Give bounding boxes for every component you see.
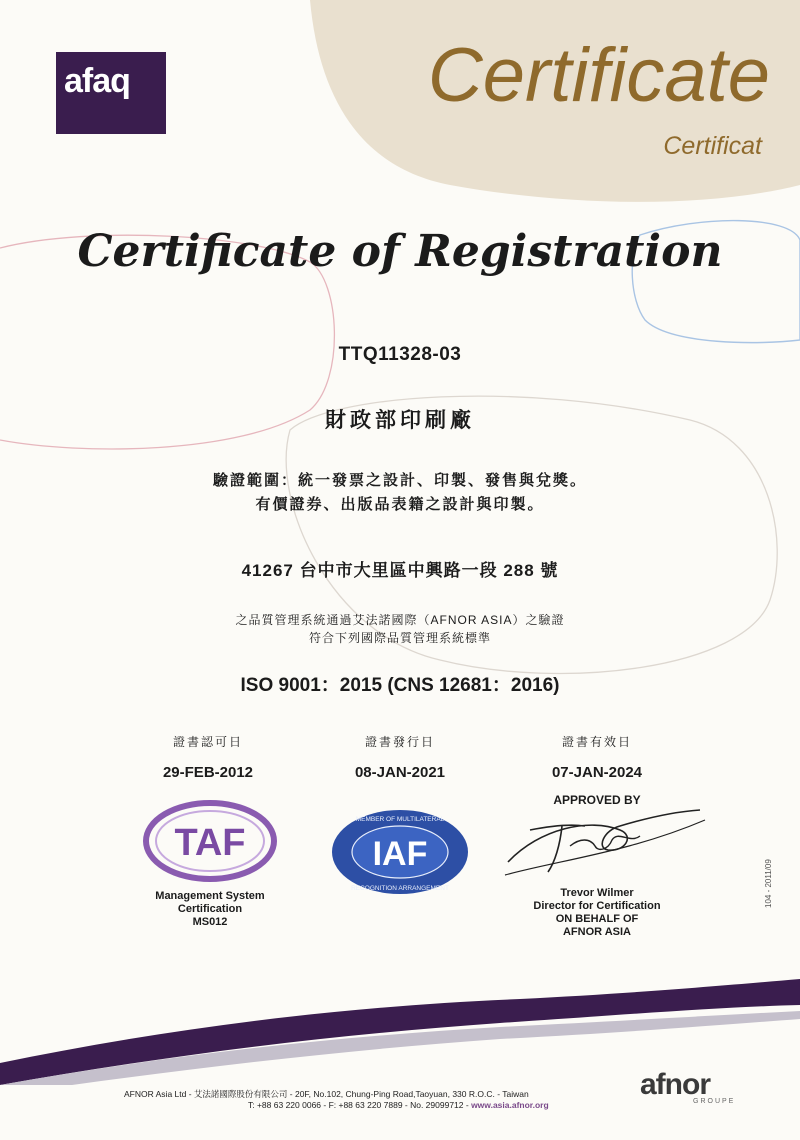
scope-line: 驗證範圍：統一發票之設計、印製、發售與兌獎。 [212, 471, 587, 489]
footer-address: AFNOR Asia Ltd - 艾法諾國際股份有限公司 - 20F, No.102, Chung-Ping Road,Taoyuan, 330 R.O.C. - Taiwan [124, 1089, 529, 1099]
organization-address: 41267 台中市大里區中興路一段 288 號 [241, 561, 559, 580]
certificate-number: TTQ11328-03 [338, 344, 462, 365]
header-subtitle: Certificat [663, 132, 762, 160]
iaf-logo [330, 808, 470, 896]
afaq-logo [56, 52, 166, 134]
date-label: 證書認可日 [172, 735, 243, 749]
signer-details [497, 887, 697, 939]
taf-caption-line: Certification [177, 903, 243, 915]
header-title: Certificate [427, 33, 770, 118]
taf-logo-text: TAF [174, 822, 246, 864]
form-code: 104 - 2011/09 [764, 859, 773, 908]
taf-caption-line: MS012 [192, 916, 228, 928]
footer-contact [248, 1100, 568, 1110]
taf-caption [110, 890, 310, 929]
taf-caption-line: Management System [155, 890, 265, 902]
expiry-date [497, 733, 697, 781]
certification-scope [0, 468, 800, 516]
iaf-logo-text: IAF [372, 835, 428, 873]
afnor-logo: afnor [640, 1068, 710, 1101]
date-value: 07-JAN-2024 [551, 764, 643, 781]
footer-phone: T: +88 63 220 0066 - F: +88 63 220 7889 - No. 29099712 - [248, 1100, 472, 1110]
iso-standard: ISO 9001：2015 (CNS 12681：2016) [240, 675, 560, 696]
date-label: 證書有效日 [561, 735, 632, 749]
initial-certification-date [108, 733, 308, 781]
taf-logo [142, 799, 278, 883]
footer-website-link[interactable]: www.asia.afnor.org [471, 1100, 549, 1110]
signer-title: Director for Certification [533, 900, 661, 912]
date-value: 08-JAN-2021 [354, 764, 446, 781]
date-label: 證書發行日 [364, 735, 435, 749]
signer-line: AFNOR ASIA [562, 926, 632, 938]
issue-date [300, 733, 500, 781]
afnor-groupe-text: GROUPE [693, 1098, 736, 1105]
afaq-logo-text: afaq [64, 62, 130, 100]
iaf-ring-bottom: RECOGNITION ARRANGEMENT [351, 885, 449, 892]
signature-image [500, 800, 710, 890]
signer-name: Trevor Wilmer [560, 887, 634, 899]
conformity-statement [0, 611, 800, 647]
conformity-line: 符合下列國際品質管理系統標準 [308, 631, 491, 645]
approved-by-label: APPROVED BY [553, 793, 641, 807]
iaf-ring-top: MEMBER OF MULTILATERAL [355, 816, 445, 823]
signer-line: ON BEHALF OF [555, 913, 639, 925]
scope-line: 有價證券、出版品表籍之設計與印製。 [255, 495, 545, 513]
conformity-line: 之品質管理系統通過艾法諾國際（AFNOR ASIA）之驗證 [235, 613, 565, 627]
organization-name: 財政部印刷廠 [325, 407, 475, 432]
main-title: Certificate of Registration [77, 226, 723, 277]
date-value: 29-FEB-2012 [162, 764, 254, 781]
